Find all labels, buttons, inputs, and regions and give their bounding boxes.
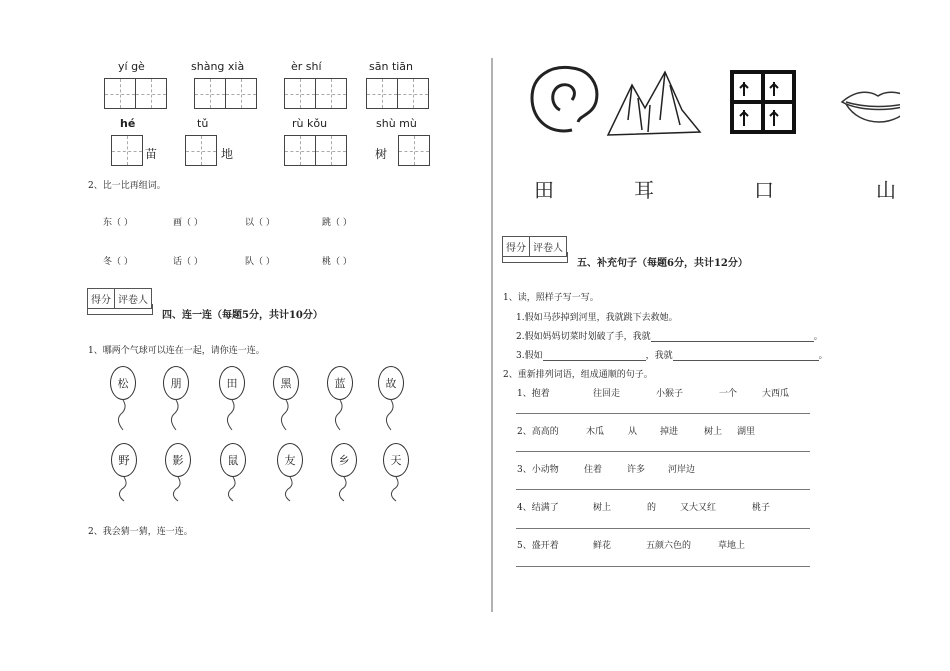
word: 小猴子 (656, 389, 684, 399)
section-4-title: 四、连一连（每题5分，共计10分） (162, 310, 323, 321)
pinyin: shù mù (376, 117, 417, 130)
word: 5、盛开着 (517, 541, 559, 551)
word: 一个 (719, 389, 738, 399)
given-char: 树 (375, 147, 388, 161)
word: 桃子 (752, 503, 771, 513)
compare-item[interactable]: 桃（ ） (322, 257, 352, 267)
answer-line[interactable] (516, 566, 810, 567)
section-4-q1: 1、哪两个气球可以连在一起，请你连一连。 (88, 346, 265, 356)
compare-item[interactable]: 话（ ） (173, 257, 203, 267)
word: 住着 (584, 465, 603, 475)
answer-line[interactable] (516, 528, 810, 529)
word: 树上 (593, 503, 612, 513)
balloon[interactable]: 黑 (273, 366, 299, 400)
word: 4、结满了 (517, 503, 559, 513)
balloon[interactable]: 鼠 (220, 443, 246, 477)
ear-icon (532, 67, 597, 130)
pinyin: sān tiān (369, 60, 414, 73)
word: 掉进 (660, 427, 679, 437)
pinyin: yí gè (118, 60, 145, 73)
period: 。 (818, 351, 828, 361)
balloon[interactable]: 故 (378, 366, 404, 400)
word: 又大又红 (680, 503, 717, 513)
balloon[interactable]: 影 (165, 443, 191, 477)
score-box-blank[interactable] (502, 252, 568, 263)
sentence-text: 2.假如妈妈切菜时划破了手，我就 (516, 332, 651, 342)
balloon[interactable]: 乡 (331, 443, 357, 477)
word: 河岸边 (668, 465, 696, 475)
balloon[interactable]: 田 (219, 366, 245, 400)
answer-blank[interactable] (651, 331, 814, 342)
sentence-text: ，我就 (645, 351, 673, 361)
balloon[interactable]: 蓝 (327, 366, 353, 400)
picture-char[interactable]: 耳 (634, 178, 654, 202)
word: 湖里 (737, 427, 756, 437)
word: 3、小动物 (517, 465, 559, 475)
answer-line[interactable] (516, 413, 810, 414)
picture-char[interactable]: 山 (876, 178, 896, 202)
grader-label: 评卷人 (533, 243, 563, 254)
pinyin: tǔ (197, 117, 209, 130)
given-char: 地 (221, 147, 234, 161)
pinyin: shàng xià (191, 60, 245, 73)
section-5-title: 五、补充句子（每题6分，共计12分） (577, 258, 748, 269)
answer-blank[interactable] (673, 350, 819, 361)
picture-char[interactable]: 口 (754, 178, 774, 202)
balloon[interactable]: 友 (277, 443, 303, 477)
score-label: 得分 (88, 289, 115, 308)
word: 大西瓜 (762, 389, 790, 399)
grader-label: 评卷人 (118, 295, 148, 306)
pinyin: èr shí (291, 60, 322, 73)
picture-char[interactable]: 田 (534, 178, 554, 202)
pinyin: rù kǒu (292, 117, 328, 130)
section-5-q1: 1、读，照样子写一写。 (503, 293, 599, 303)
score-label: 得分 (503, 237, 530, 256)
word: 1、抱着 (517, 389, 550, 399)
compare-item[interactable]: 东（ ） (103, 218, 133, 228)
pinyin: hé (120, 117, 136, 130)
answer-blank[interactable] (543, 350, 646, 361)
word: 往回走 (593, 389, 621, 399)
word: 草地上 (718, 541, 746, 551)
period: 。 (813, 332, 823, 342)
word: 2、高高的 (517, 427, 559, 437)
sentence-text: 3.假如 (516, 351, 543, 361)
picture-row (520, 60, 900, 140)
word: 树上 (704, 427, 723, 437)
example-sentence: 1.假如马莎掉到河里，我就跳下去救她。 (516, 313, 678, 323)
mountain-icon (608, 72, 700, 135)
word: 从 (628, 427, 638, 437)
balloon[interactable]: 野 (111, 443, 137, 477)
answer-line[interactable] (516, 451, 810, 452)
compare-item[interactable]: 以（ ） (245, 218, 275, 228)
mouth-icon (842, 92, 900, 122)
word: 鲜花 (593, 541, 612, 551)
word: 五颜六色的 (646, 541, 692, 551)
balloon[interactable]: 天 (383, 443, 409, 477)
balloon[interactable]: 朋 (163, 366, 189, 400)
question-2-title: 2、比一比再组词。 (88, 181, 166, 191)
given-char: 苗 (145, 147, 158, 161)
compare-item[interactable]: 队（ ） (245, 257, 275, 267)
field-icon (732, 72, 794, 132)
fill-sentence-3 (516, 348, 828, 361)
compare-item[interactable]: 跳（ ） (322, 218, 352, 228)
balloon[interactable]: 松 (110, 366, 136, 400)
compare-item[interactable]: 画（ ） (173, 218, 203, 228)
answer-line[interactable] (516, 489, 810, 490)
section-5-q2: 2、重新排列词语，组成通顺的句子。 (503, 370, 653, 380)
compare-item[interactable]: 冬（ ） (103, 257, 133, 267)
word: 许多 (627, 465, 646, 475)
word: 的 (647, 503, 657, 513)
section-4-q2: 2、我会猜一猜，连一连。 (88, 527, 193, 537)
word: 木瓜 (586, 427, 605, 437)
fill-sentence-2 (516, 329, 823, 342)
